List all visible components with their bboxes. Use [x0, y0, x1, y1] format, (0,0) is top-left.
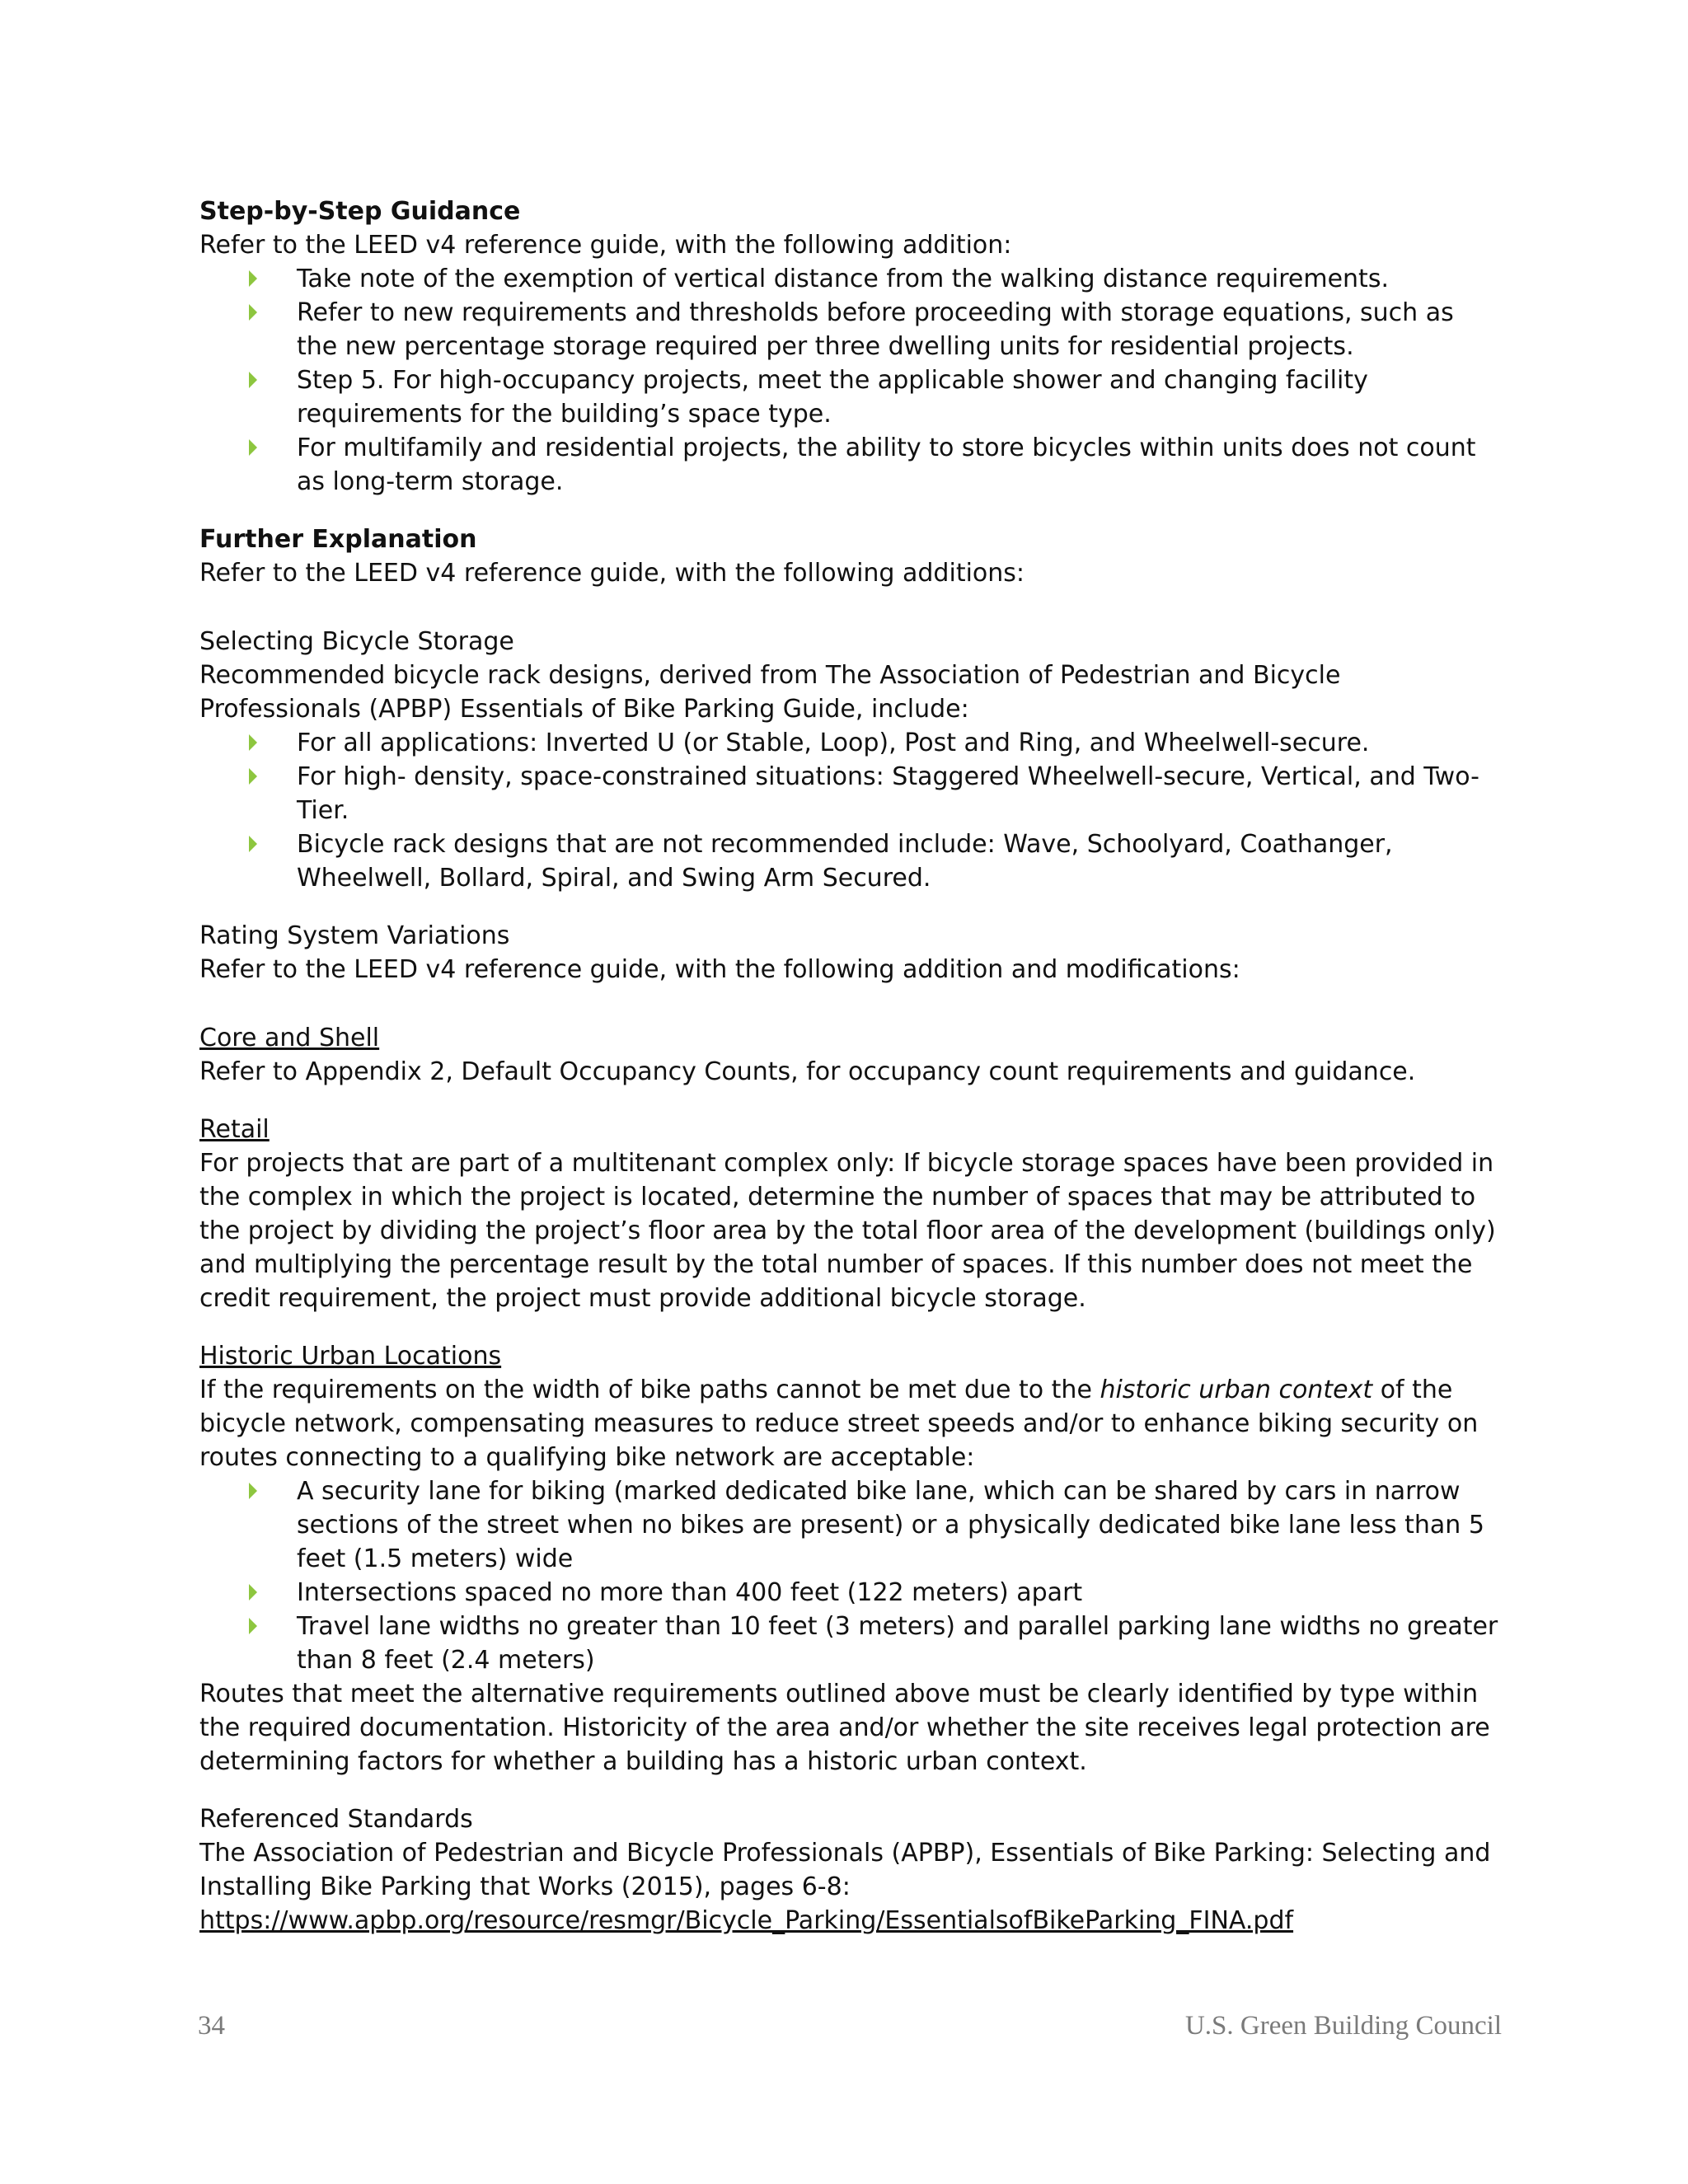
list-item-text: Intersections spaced no more than 400 feet (122 meters) apart [297, 1578, 1083, 1607]
rack-designs-list [199, 726, 1502, 895]
rating-variations-intro: Refer to the LEED v4 reference guide, with the following addition and modifications: [199, 955, 1240, 984]
triangle-bullet-icon [249, 734, 257, 751]
section-heading-step-by-step: Step-by-Step Guidance [199, 197, 521, 226]
historic-measures-list [199, 1474, 1502, 1677]
document-body [199, 194, 1502, 1938]
triangle-bullet-icon [249, 1618, 257, 1634]
triangle-bullet-icon [249, 768, 257, 785]
list-item [297, 1576, 1502, 1610]
triangle-bullet-icon [249, 1483, 257, 1499]
footer-organization: U.S. Green Building Council [1184, 2011, 1502, 2041]
list-item [297, 1610, 1502, 1677]
subheading-historic-urban-locations: Historic Urban Locations [199, 1342, 502, 1371]
list-item-text: For all applications: Inverted U (or Stable, Loop), Post and Ring, and Wheelwell-secure. [297, 729, 1370, 757]
core-and-shell-text: Refer to Appendix 2, Default Occupancy Counts, for occupancy count requirements and guidance. [199, 1057, 1416, 1086]
list-item-text: For multifamily and residential projects, the ability to store bicycles within units does not count as long-term storage. [297, 434, 1476, 496]
list-item-text: For high- density, space-constrained situations: Staggered Wheelwell-secure, Vertical, and Two-Tier. [297, 762, 1479, 825]
step-by-step-list [199, 262, 1502, 499]
list-item [297, 827, 1502, 895]
triangle-bullet-icon [249, 439, 257, 456]
list-item [297, 363, 1502, 431]
list-item-text: Take note of the exemption of vertical distance from the walking distance requirements. [297, 265, 1389, 293]
subheading-core-and-shell: Core and Shell [199, 1024, 380, 1052]
triangle-bullet-icon [249, 372, 257, 388]
apbp-essentials-link[interactable]: https://www.apbp.org/resource/resmgr/Bicycle_Parking/EssentialsofBikeParking_FINA.pdf [199, 1906, 1294, 1935]
selecting-storage-intro: Recommended bicycle rack designs, derived from The Association of Pedestrian and Bicycle Professionals (APBP) Essentials of Bike Parking Guide, include: [199, 661, 1341, 724]
triangle-bullet-icon [249, 1584, 257, 1601]
historic-text-italic: historic urban context [1100, 1376, 1373, 1404]
historic-closing-text: Routes that meet the alternative requirements outlined above must be clearly identified by type within the required documentation. Historicity of the area and/or whether the site receives legal protection are determining factors for whether a building has a historic urban context. [199, 1680, 1490, 1776]
list-item-text: Bicycle rack designs that are not recommended include: Wave, Schoolyard, Coathanger, Wheelwell, Bollard, Spiral, and Swing Arm Secured. [297, 830, 1393, 893]
subheading-rating-system-variations: Rating System Variations [199, 921, 510, 950]
list-item [297, 726, 1502, 760]
list-item-text: Refer to new requirements and thresholds before proceeding with storage equations, such as the new percentage storage required per three dwelling units for residential projects. [297, 298, 1454, 361]
retail-text: For projects that are part of a multitenant complex only: If bicycle storage spaces have been provided in the complex in which the project is located, determine the number of spaces that may be attributed to the project by dividing the project’s floor area by the total floor area of the development (buildings only) and multiplying the percentage result by the total number of spaces. If this number does not meet the credit requirement, the project must provide additional bicycle storage. [199, 1149, 1496, 1313]
list-item [297, 1474, 1502, 1576]
list-item-text: A security lane for biking (marked dedicated bike lane, which can be shared by cars in narrow sections of the street when no bikes are present) or a physically dedicated bike lane less than 5 feet (1.5 meters) wide [297, 1477, 1484, 1573]
triangle-bullet-icon [249, 836, 257, 852]
list-item [297, 296, 1502, 363]
list-item-text: Travel lane widths no greater than 10 feet (3 meters) and parallel parking lane widths no greater than 8 feet (2.4 meters) [297, 1612, 1498, 1675]
subheading-referenced-standards: Referenced Standards [199, 1805, 473, 1834]
page-number: 34 [198, 2011, 225, 2041]
further-explanation-intro: Refer to the LEED v4 reference guide, with the following additions: [199, 559, 1025, 588]
list-item [297, 431, 1502, 499]
triangle-bullet-icon [249, 304, 257, 321]
historic-text [199, 1373, 1502, 1474]
section-heading-further-explanation: Further Explanation [199, 525, 477, 554]
referenced-standards-text: The Association of Pedestrian and Bicycle Professionals (APBP), Essentials of Bike Parking: Selecting and Installing Bike Parking that Works (2015), pages 6-8: [199, 1839, 1491, 1901]
historic-text-end: of the bicycle network, compensating measures to reduce street speeds and/or to enhance biking security on routes connecting to a qualifying bike network are acceptable: [199, 1376, 1479, 1472]
list-item-text: Step 5. For high-occupancy projects, meet the applicable shower and changing facility requirements for the building’s space type. [297, 366, 1368, 429]
subheading-selecting-bicycle-storage: Selecting Bicycle Storage [199, 627, 514, 656]
list-item [297, 262, 1502, 296]
triangle-bullet-icon [249, 270, 257, 287]
subheading-retail: Retail [199, 1115, 270, 1144]
historic-text-start: If the requirements on the width of bike paths cannot be met due to the [199, 1376, 1100, 1404]
step-by-step-intro: Refer to the LEED v4 reference guide, with the following addition: [199, 231, 1012, 260]
list-item [297, 760, 1502, 827]
